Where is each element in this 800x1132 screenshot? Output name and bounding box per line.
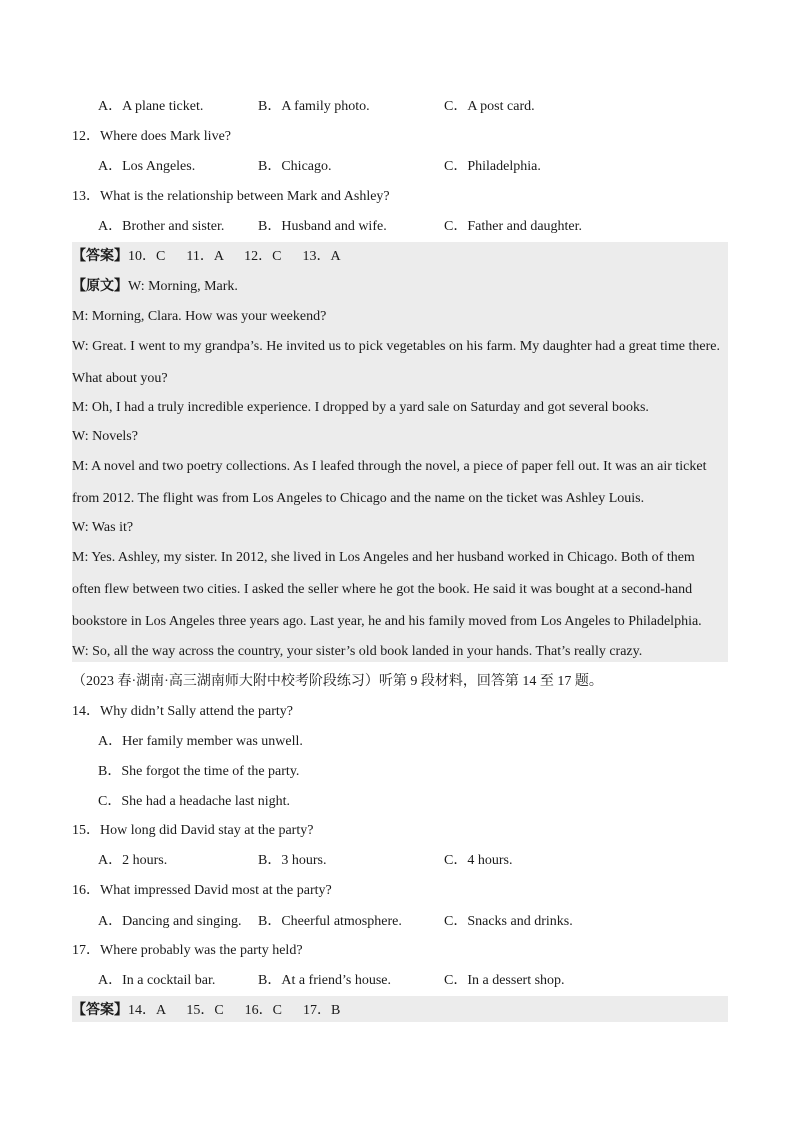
answer-tag: 【答案】 (72, 249, 128, 264)
q12-option-a: A．Los Angeles. (98, 159, 196, 174)
q16-option-b: B．Cheerful atmosphere. (258, 914, 402, 929)
transcript-line: M: A novel and two poetry collections. As I leafed through the novel, a piece of paper fell out. It was an air ticket (72, 459, 707, 474)
q16-option-c: C．Snacks and drinks. (444, 914, 573, 929)
q17-option-b: B．At a friend’s house. (258, 973, 391, 988)
transcript-line: from 2012. The flight was from Los Angeles to Chicago and the name on the ticket was Ashley Louis. (72, 491, 645, 506)
answer-tag: 【答案】 (72, 1003, 128, 1018)
q17-question: 17．Where probably was the party held? (72, 943, 303, 958)
q11-option-c: C．A post card. (444, 99, 535, 114)
q15-question: 15．How long did David stay at the party? (72, 823, 314, 838)
q14-option-b: B．She forgot the time of the party. (98, 764, 300, 779)
transcript-line: W: Great. I went to my grandpa’s. He invited us to pick vegetables on his farm. My daughter had a great time there. (72, 339, 720, 354)
answer-values: 14．A 15．C 16．C 17．B (128, 1003, 341, 1018)
q17-option-a: A．In a cocktail bar. (98, 973, 216, 988)
transcript-line: W: Morning, Mark. (128, 279, 238, 294)
q11-option-a: A．A plane ticket. (98, 99, 204, 114)
answer-key-1 (72, 248, 341, 266)
q16-option-a: A．Dancing and singing. (98, 914, 242, 929)
transcript-line: W: Novels? (72, 429, 138, 444)
transcript-tag: 【原文】 (72, 279, 128, 294)
q15-option-a: A．2 hours. (98, 853, 168, 868)
section-intro: （2023 春·湖南·高三湖南师大附中校考阶段练习）听第 9 段材料，回答第 14 至 17 题。 (72, 674, 603, 689)
transcript-line: W: Was it? (72, 520, 134, 535)
q17-option-c: C．In a dessert shop. (444, 973, 565, 988)
q14-option-a: A．Her family member was unwell. (98, 734, 303, 749)
q15-option-b: B．3 hours. (258, 853, 327, 868)
transcript-line: M: Morning, Clara. How was your weekend? (72, 309, 327, 324)
answer-key-2 (72, 1002, 340, 1020)
transcript-line: bookstore in Los Angeles three years ago. Last year, he and his family moved from Los Angeles to Philadelphia. (72, 614, 702, 629)
transcript-first-line (72, 278, 238, 296)
q12-option-b: B．Chicago. (258, 159, 332, 174)
q13-option-c: C．Father and daughter. (444, 219, 583, 234)
transcript-line: What about you? (72, 371, 168, 386)
transcript-line: often flew between two cities. I asked the seller where he got the book. He said it was bought at a second-hand (72, 582, 693, 597)
q16-question: 16．What impressed David most at the party? (72, 883, 332, 898)
q13-option-a: A．Brother and sister. (98, 219, 225, 234)
q14-question: 14．Why didn’t Sally attend the party? (72, 704, 293, 719)
answer-explanation-band (72, 242, 728, 662)
q13-option-b: B．Husband and wife. (258, 219, 387, 234)
transcript-line: W: So, all the way across the country, your sister’s old book landed in your hands. That’s really crazy. (72, 644, 643, 659)
transcript-line: M: Oh, I had a truly incredible experience. I dropped by a yard sale on Saturday and got several books. (72, 400, 649, 415)
q12-question: 12．Where does Mark live? (72, 129, 231, 144)
q15-option-c: C．4 hours. (444, 853, 513, 868)
q12-option-c: C．Philadelphia. (444, 159, 541, 174)
transcript-line: M: Yes. Ashley, my sister. In 2012, she lived in Los Angeles and her husband worked in Chicago. Both of them (72, 550, 695, 565)
q11-option-b: B．A family photo. (258, 99, 370, 114)
answer-values: 10．C 11．A 12．C 13．A (128, 249, 341, 264)
q13-question: 13．What is the relationship between Mark and Ashley? (72, 189, 390, 204)
q14-option-c: C．She had a headache last night. (98, 794, 291, 809)
